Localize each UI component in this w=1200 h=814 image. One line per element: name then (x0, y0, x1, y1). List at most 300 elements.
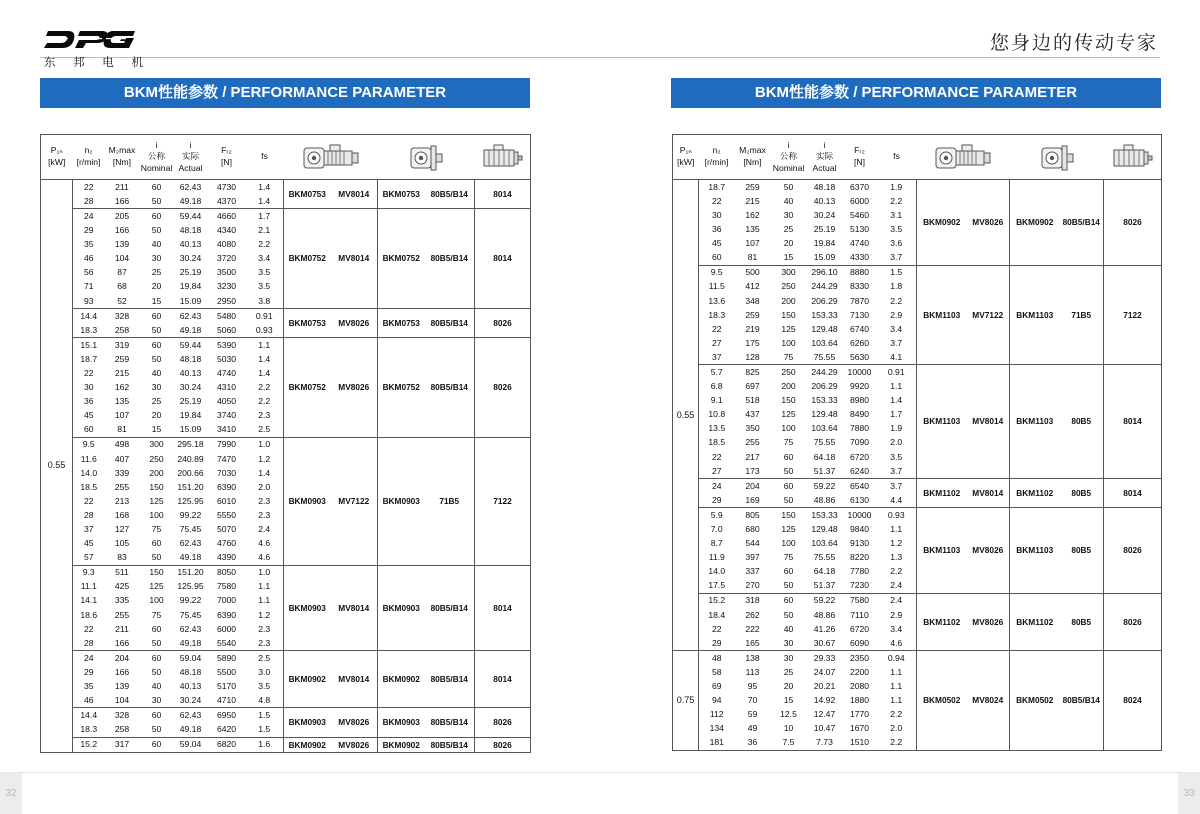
fs-cell: 2.2 (890, 709, 903, 720)
gearbox-model: BKM0903 (284, 565, 331, 651)
n2-cell: 11.6 (80, 453, 97, 464)
i-nominal-cell: 30 (151, 253, 162, 264)
n2-cell: 46 (83, 253, 94, 264)
i-nominal-cell: 50 (151, 353, 162, 364)
motor-code: 8026 (1104, 508, 1162, 594)
m2-cell: 70 (747, 695, 758, 706)
reducer-model: BKM1103 (1010, 265, 1060, 365)
i-nominal-cell: 15 (151, 295, 162, 306)
m2-cell: 204 (105, 651, 140, 666)
fr2-cell: 6720 (849, 451, 870, 462)
i-actual-cell: 99.22 (179, 509, 202, 520)
fr2-cell: 5480 (208, 308, 246, 323)
m2-cell: 107 (745, 238, 760, 249)
fr2-cell: 7110 (850, 609, 869, 620)
fr2-cell: 5030 (216, 353, 237, 364)
fs-cell: 0.93 (877, 508, 917, 523)
reducer-model: BKM0903 (378, 437, 425, 565)
m2-cell: 412 (745, 281, 760, 292)
motor-model: MV8014 (967, 365, 1010, 479)
i-nominal-cell: 50 (151, 225, 162, 236)
fs-cell: 1.7 (246, 209, 284, 224)
n2-cell: 11.5 (708, 281, 725, 292)
n2-cell: 48 (699, 651, 735, 666)
n2-cell: 69 (711, 681, 722, 692)
i-actual-cell: 29.33 (807, 651, 843, 666)
motor-model: MV8026 (331, 737, 378, 752)
motor-model: MV8014 (331, 180, 378, 209)
gearbox-model: BKM0752 (284, 209, 331, 309)
fs-cell: 2.1 (258, 225, 271, 236)
fs-cell: 1.3 (890, 552, 903, 563)
fs-cell: 1.5 (246, 708, 284, 723)
i-nominal-cell: 20 (151, 281, 162, 292)
fs-cell: 3.8 (258, 295, 271, 306)
i-nominal-cell: 150 (149, 481, 164, 492)
i-actual-cell: 244.29 (811, 281, 838, 292)
i-actual-cell: 40.13 (179, 681, 202, 692)
i-nominal-cell: 30 (151, 382, 162, 393)
m2-cell: 500 (735, 265, 771, 280)
fs-cell: 1.2 (258, 609, 271, 620)
gearbox-model: BKM0903 (284, 437, 331, 565)
reducer-model: BKM1102 (1010, 478, 1060, 507)
col-fr2: Fᵣ₂ [N] (843, 135, 877, 180)
i-nominal-cell: 60 (140, 708, 174, 723)
m2-cell: 498 (105, 437, 140, 452)
n2-cell: 7.0 (710, 524, 723, 534)
fr2-cell: 4760 (216, 538, 237, 549)
reducer-model: BKM0752 (378, 338, 425, 438)
gearbox-model: BKM1103 (917, 508, 967, 594)
col-m2: M₂max [Nm] (735, 135, 771, 180)
fs-cell: 1.4 (258, 353, 271, 364)
fr2-cell: 7580 (843, 593, 877, 608)
m2-cell: 165 (745, 637, 760, 648)
m2-cell: 437 (745, 409, 760, 420)
i-actual-cell: 24.07 (813, 666, 836, 677)
i-actual-cell: 99.22 (179, 595, 202, 606)
footer-divider (0, 772, 1200, 773)
i-nominal-cell: 60 (140, 308, 174, 323)
i-nominal-cell: 150 (781, 395, 796, 406)
i-nominal-cell: 50 (783, 580, 794, 591)
fs-cell: 2.2 (890, 737, 903, 748)
col-p1: P₁ₙ [kW] (41, 135, 73, 180)
i-actual-cell: 103.64 (811, 423, 838, 434)
i-nominal-cell: 25 (151, 267, 162, 278)
motor-code: 8026 (1104, 593, 1162, 650)
i-nominal-cell: 150 (781, 309, 796, 320)
i-actual-cell: 200.66 (177, 467, 204, 478)
i-nominal-cell: 75 (783, 552, 794, 563)
fs-cell: 1.0 (246, 565, 284, 580)
m2-cell: 425 (114, 581, 130, 592)
fr2-cell: 4050 (216, 396, 237, 407)
n2-cell: 29 (711, 637, 722, 648)
i-actual-cell: 59.44 (174, 338, 208, 353)
i-actual-cell: 48.86 (813, 494, 836, 505)
n2-cell: 14.4 (73, 308, 105, 323)
n2-cell: 18.5 (80, 481, 98, 492)
n2-cell: 28 (83, 509, 94, 520)
fr2-cell: 6950 (208, 708, 246, 723)
m2-cell: 317 (105, 737, 140, 752)
page-number-right: 33 (1178, 773, 1200, 814)
table-row (41, 437, 531, 452)
n2-cell: 14.4 (73, 708, 105, 723)
gearbox-model: BKM0502 (917, 651, 967, 751)
n2-cell: 14.1 (80, 595, 98, 606)
motor-code: 8026 (475, 338, 531, 438)
fr2-cell: 2350 (843, 651, 877, 666)
fs-cell: 1.7 (890, 409, 903, 420)
i-actual-cell: 30.67 (813, 637, 836, 648)
fr2-cell: 2950 (216, 295, 237, 306)
motor-code: 7122 (475, 437, 531, 565)
table-row (41, 737, 531, 752)
fr2-cell: 8880 (843, 265, 877, 280)
m2-cell: 139 (114, 681, 130, 692)
n2-cell: 30 (83, 382, 94, 393)
i-nominal-cell: 100 (781, 337, 796, 348)
motor-code: 8014 (475, 180, 531, 209)
m2-cell: 255 (114, 609, 130, 620)
fs-cell: 4.1 (890, 351, 903, 362)
flange-code: 80B5/B14 (425, 708, 475, 737)
reducer-model: BKM0502 (1010, 651, 1060, 751)
i-actual-cell: 49.18 (179, 324, 202, 335)
n2-cell: 35 (83, 681, 94, 692)
fr2-cell: 1510 (849, 737, 870, 748)
reducer-model: BKM0753 (378, 180, 425, 209)
m2-cell: 518 (745, 395, 760, 406)
right-table-body (673, 180, 1162, 751)
table-row (41, 565, 531, 580)
col-p1: P₁ₙ [kW] (673, 135, 699, 180)
col-n2: n₂ [r/min] (699, 135, 735, 180)
fr2-cell: 5130 (849, 224, 870, 235)
col-n2: n₂ [r/min] (73, 135, 105, 180)
m2-cell: 511 (105, 565, 140, 580)
fs-cell: 3.7 (877, 478, 917, 493)
motor-model: MV8014 (331, 651, 378, 708)
motor-model: MV8026 (967, 180, 1010, 266)
fr2-cell: 4390 (216, 552, 237, 563)
i-nominal-cell: 50 (771, 180, 807, 195)
m2-cell: 259 (735, 180, 771, 195)
n2-cell: 28 (83, 637, 94, 648)
i-actual-cell: 75.55 (813, 351, 836, 362)
fr2-cell: 7130 (849, 309, 870, 320)
n2-cell: 45 (83, 538, 94, 549)
fr2-cell: 4740 (216, 367, 237, 378)
fs-cell: 0.94 (877, 651, 917, 666)
i-actual-cell: 41.26 (813, 623, 836, 634)
fs-cell: 3.7 (890, 337, 903, 348)
n2-cell: 22 (711, 451, 722, 462)
gearbox-model: BKM0752 (284, 338, 331, 438)
fs-cell: 1.1 (890, 666, 903, 677)
gearbox-model: BKM1102 (917, 478, 967, 507)
i-actual-cell: 75.45 (179, 609, 202, 620)
fs-cell: 1.1 (246, 338, 284, 353)
fs-cell: 3.4 (890, 623, 903, 634)
fs-cell: 2.0 (890, 437, 903, 448)
i-actual-cell: 151.20 (177, 481, 204, 492)
fs-cell: 1.1 (258, 581, 271, 592)
fs-cell: 3.5 (258, 281, 271, 292)
m2-cell: 350 (745, 423, 760, 434)
fs-cell: 1.4 (258, 195, 271, 206)
i-nominal-cell: 250 (781, 281, 796, 292)
n2-cell: 181 (709, 737, 724, 748)
n2-cell: 18.7 (699, 180, 735, 195)
gearbox-motor-icon (917, 135, 1010, 180)
m2-cell: 175 (745, 337, 760, 348)
fr2-cell: 6390 (216, 609, 237, 620)
m2-cell: 107 (114, 410, 130, 421)
n2-cell: 36 (711, 224, 722, 235)
i-nominal-cell: 50 (151, 637, 162, 648)
motor-icon (475, 135, 531, 180)
n2-cell: 60 (711, 252, 722, 263)
i-actual-cell: 59.22 (807, 478, 843, 493)
n2-cell: 22 (83, 367, 94, 378)
fs-cell: 3.7 (890, 252, 903, 263)
n2-cell: 36 (83, 396, 94, 407)
flange-code: 80B5/B14 (425, 308, 475, 337)
motor-code: 8014 (475, 651, 531, 708)
fs-cell: 4.6 (258, 552, 271, 563)
fr2-cell: 5460 (849, 209, 870, 220)
fs-cell: 3.5 (258, 681, 271, 692)
col-fs: fs (877, 135, 917, 180)
fs-cell: 2.3 (258, 410, 271, 421)
n2-cell: 37 (711, 351, 722, 362)
m2-cell: 319 (105, 338, 140, 353)
fs-cell: 1.4 (890, 395, 903, 406)
m2-cell: 166 (114, 666, 130, 677)
i-actual-cell: 62.43 (174, 308, 208, 323)
fr2-cell: 6820 (208, 737, 246, 752)
fr2-cell: 6370 (843, 180, 877, 195)
fr2-cell: 7780 (849, 566, 870, 577)
i-actual-cell: 153.33 (811, 395, 838, 406)
fr2-cell: 7990 (208, 437, 246, 452)
fs-cell: 0.93 (255, 324, 273, 335)
table-header-row (673, 135, 1162, 180)
i-actual-cell: 49.18 (179, 724, 202, 735)
motor-model: MV8026 (331, 308, 378, 337)
i-nominal-cell: 50 (783, 465, 794, 476)
n2-cell: 9.5 (699, 265, 735, 280)
i-actual-cell: 244.29 (807, 365, 843, 380)
fs-cell: 2.2 (890, 295, 903, 306)
fr2-cell: 8980 (849, 395, 870, 406)
i-actual-cell: 49.18 (179, 195, 202, 206)
fr2-cell: 5550 (216, 509, 237, 520)
i-nominal-cell: 12.5 (780, 709, 797, 720)
i-nominal-cell: 150 (771, 508, 807, 523)
fs-cell: 1.2 (258, 453, 271, 464)
fs-cell: 1.1 (890, 695, 903, 706)
m2-cell: 104 (114, 695, 130, 706)
fr2-cell: 6420 (216, 724, 237, 735)
i-actual-cell: 30.24 (179, 253, 202, 264)
power-cell: 0.75 (673, 651, 699, 751)
i-nominal-cell: 50 (151, 666, 162, 677)
fr2-cell: 6390 (216, 481, 237, 492)
motor-model: MV8024 (967, 651, 1010, 751)
m2-cell: 259 (745, 309, 760, 320)
motor-code: 7122 (1104, 265, 1162, 365)
n2-cell: 37 (83, 524, 94, 534)
m2-cell: 173 (745, 465, 760, 476)
i-nominal-cell: 20 (783, 681, 794, 692)
gearbox-model: BKM0753 (284, 308, 331, 337)
m2-cell: 213 (114, 495, 130, 506)
n2-cell: 11.9 (708, 552, 725, 563)
i-nominal-cell: 50 (151, 195, 162, 206)
fs-cell: 2.2 (258, 396, 271, 407)
fs-cell: 3.5 (258, 267, 271, 278)
n2-cell: 71 (83, 281, 94, 292)
n2-cell: 27 (711, 465, 722, 476)
motor-model: MV8026 (967, 508, 1010, 594)
n2-cell: 22 (73, 180, 105, 195)
motor-code: 8014 (475, 209, 531, 309)
n2-cell: 46 (83, 695, 94, 706)
n2-cell: 22 (83, 623, 94, 634)
fs-cell: 1.0 (246, 437, 284, 452)
i-nominal-cell: 200 (781, 295, 796, 306)
i-actual-cell: 64.18 (813, 451, 836, 462)
fs-cell: 3.5 (890, 451, 903, 462)
i-actual-cell: 48.86 (813, 609, 836, 620)
i-actual-cell: 19.84 (813, 238, 836, 249)
i-actual-cell: 206.29 (811, 381, 838, 392)
fr2-cell: 8490 (849, 409, 870, 420)
n2-cell: 14.0 (708, 566, 726, 577)
m2-cell: 255 (114, 481, 130, 492)
reducer-model: BKM0902 (1010, 180, 1060, 266)
i-actual-cell: 19.84 (179, 281, 202, 292)
i-actual-cell: 25.19 (813, 224, 836, 235)
reducer-model: BKM0902 (378, 651, 425, 708)
fr2-cell: 7470 (216, 453, 237, 464)
fr2-cell: 3410 (216, 424, 237, 435)
fs-cell: 1.1 (890, 524, 903, 534)
i-nominal-cell: 25 (783, 666, 794, 677)
i-nominal-cell: 100 (149, 509, 164, 520)
fr2-cell: 5060 (216, 324, 237, 335)
fr2-cell: 1880 (849, 695, 870, 706)
fr2-cell: 5070 (216, 524, 237, 534)
n2-cell: 18.4 (708, 609, 726, 620)
fr2-cell: 7880 (849, 423, 870, 434)
fr2-cell: 3740 (216, 410, 237, 421)
m2-cell: 318 (735, 593, 771, 608)
fs-cell: 1.6 (246, 737, 284, 752)
i-actual-cell: 151.20 (174, 565, 208, 580)
m2-cell: 348 (745, 295, 760, 306)
flange-code: 71B5 (1060, 265, 1104, 365)
i-actual-cell: 48.18 (179, 666, 202, 677)
i-nominal-cell: 30 (783, 209, 794, 220)
col-m2: M₂max [Nm] (105, 135, 140, 180)
table-row (673, 365, 1162, 380)
left-table-body (41, 180, 531, 753)
fs-cell: 3.0 (258, 666, 271, 677)
i-actual-cell: 12.47 (813, 709, 836, 720)
table-row (41, 180, 531, 195)
m2-cell: 215 (114, 367, 130, 378)
i-actual-cell: 48.18 (807, 180, 843, 195)
n2-cell: 14.0 (80, 467, 98, 478)
i-actual-cell: 103.64 (811, 337, 838, 348)
fs-cell: 4.8 (258, 695, 271, 706)
i-actual-cell: 62.43 (174, 708, 208, 723)
i-actual-cell: 125.95 (177, 581, 204, 592)
fr2-cell: 5390 (208, 338, 246, 353)
col-i-actual: i 实际 Actual (807, 135, 843, 180)
fs-cell: 2.5 (258, 424, 271, 435)
motor-code: 8014 (1104, 478, 1162, 507)
i-actual-cell: 62.43 (179, 623, 202, 634)
i-nominal-cell: 40 (783, 195, 794, 206)
i-nominal-cell: 50 (783, 609, 794, 620)
m2-cell: 328 (105, 708, 140, 723)
gearbox-model: BKM1102 (917, 593, 967, 650)
m2-cell: 81 (117, 424, 127, 435)
i-actual-cell: 15.09 (813, 252, 836, 263)
m2-cell: 113 (745, 666, 760, 677)
col-i-actual: i 实际 Actual (174, 135, 208, 180)
i-actual-cell: 40.13 (813, 195, 836, 206)
fr2-cell: 5890 (208, 651, 246, 666)
motor-model: MV8014 (331, 209, 378, 309)
fs-cell: 3.4 (258, 253, 271, 264)
fs-cell: 3.4 (890, 323, 903, 334)
flange-code: 80B5/B14 (1060, 651, 1104, 751)
fs-cell: 1.5 (877, 265, 917, 280)
flange-code: 71B5 (425, 437, 475, 565)
fs-cell: 2.9 (890, 309, 903, 320)
fs-cell: 2.9 (890, 609, 903, 620)
m2-cell: 138 (735, 651, 771, 666)
fs-cell: 2.5 (246, 651, 284, 666)
motor-model: MV8014 (331, 565, 378, 651)
n2-cell: 18.7 (80, 353, 98, 364)
m2-cell: 59 (747, 709, 758, 720)
i-actual-cell: 25.19 (179, 267, 202, 278)
fr2-cell: 4370 (216, 195, 237, 206)
n2-cell: 5.7 (699, 365, 735, 380)
i-actual-cell: 51.37 (813, 580, 836, 591)
table-row (41, 338, 531, 353)
m2-cell: 397 (745, 552, 760, 563)
right-page-title: BKM性能参数 / PERFORMANCE PARAMETER (671, 78, 1161, 108)
m2-cell: 139 (114, 239, 130, 250)
m2-cell: 135 (114, 396, 130, 407)
power-cell: 0.55 (673, 180, 699, 651)
m2-cell: 211 (105, 180, 140, 195)
i-nominal-cell: 75 (151, 609, 162, 620)
n2-cell: 18.3 (708, 309, 726, 320)
table-row (41, 708, 531, 723)
i-actual-cell: 48.18 (179, 225, 202, 236)
